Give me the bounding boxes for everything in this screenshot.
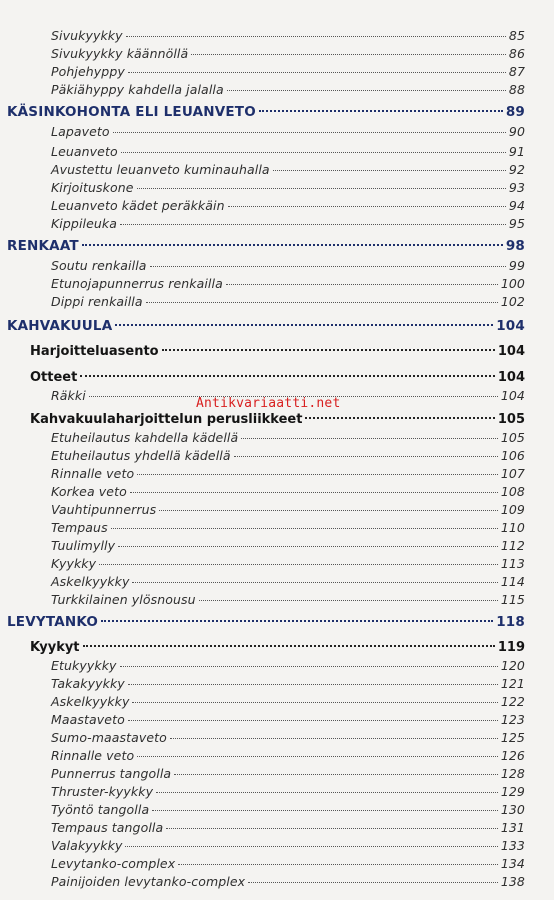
toc-page-number: 119 <box>497 640 525 655</box>
dot-leader <box>178 864 498 865</box>
toc-page-number: 138 <box>500 874 525 889</box>
toc-entry <box>51 124 525 139</box>
dot-leader <box>146 302 498 303</box>
toc-page-number: 86 <box>508 46 525 61</box>
toc-entry <box>51 46 525 61</box>
toc-page-number: 93 <box>508 180 525 195</box>
toc-entry <box>51 748 525 763</box>
toc-section <box>7 318 525 334</box>
dot-leader <box>121 152 506 153</box>
toc-entry-title: Räkki <box>51 388 86 403</box>
toc-page-number: 120 <box>500 658 525 673</box>
toc-entry <box>51 658 525 673</box>
toc-entry <box>51 838 525 853</box>
toc-entry <box>51 466 525 481</box>
toc-page-number: 131 <box>500 820 525 835</box>
toc-page-number: 126 <box>500 748 525 763</box>
toc-entry <box>51 784 525 799</box>
dot-leader <box>199 600 498 601</box>
dot-leader <box>227 90 506 91</box>
toc-entry-title: Askelkyykky <box>51 574 130 589</box>
toc-entry-title: Etuheilautus kahdella kädellä <box>51 430 239 445</box>
toc-page-number: 108 <box>500 484 525 499</box>
dot-leader <box>159 510 498 511</box>
toc-entry <box>51 766 525 781</box>
toc-page-number: 99 <box>508 258 525 273</box>
toc-entry <box>51 820 525 835</box>
toc-entry-title: Sumo-maastaveto <box>51 730 167 745</box>
toc-page-number: 91 <box>508 144 525 159</box>
toc-page-number: 92 <box>508 162 525 177</box>
dot-leader <box>137 474 498 475</box>
toc-entry-title: Kahvakuulaharjoittelun perusliikkeet <box>30 412 303 427</box>
toc-entry <box>51 694 525 709</box>
toc-entry-title: Dippi renkailla <box>51 294 143 309</box>
toc-page-number: 85 <box>508 28 525 43</box>
toc-entry-title: Sivukyykky <box>51 28 123 43</box>
dot-leader <box>174 774 498 775</box>
toc-entry-title: KÄSINKOHONTA ELI LEUANVETO <box>7 104 256 120</box>
toc-entry <box>51 520 525 535</box>
dot-leader <box>128 720 498 721</box>
toc-entry <box>51 874 525 889</box>
toc-entry-title: Leuanveto <box>51 144 118 159</box>
toc-entry <box>51 144 525 159</box>
toc-subsection <box>30 412 525 427</box>
toc-page-number: 104 <box>500 388 525 403</box>
toc-entry <box>51 856 525 871</box>
dot-leader <box>156 792 498 793</box>
toc-entry-title: Pohjehyppy <box>51 64 125 79</box>
toc-entry <box>51 294 525 309</box>
dot-leader <box>126 36 506 37</box>
toc-entry <box>51 676 525 691</box>
toc-page-number: 98 <box>505 238 525 254</box>
toc-page-number: 105 <box>500 430 525 445</box>
toc-subsection <box>30 640 525 655</box>
toc-entry-title: Korkea veto <box>51 484 127 499</box>
dot-leader <box>120 666 498 667</box>
dot-leader <box>128 684 498 685</box>
toc-entry <box>51 712 525 727</box>
dot-leader <box>80 375 495 377</box>
toc-page-number: 129 <box>500 784 525 799</box>
toc-entry-title: Takakyykky <box>51 676 125 691</box>
toc-page-number: 130 <box>500 802 525 817</box>
toc-page-number: 113 <box>500 556 525 571</box>
toc-page-number: 110 <box>500 520 525 535</box>
toc-page-number: 121 <box>500 676 525 691</box>
toc-entry-title: LEVYTANKO <box>7 614 99 630</box>
dot-leader <box>99 564 498 565</box>
dot-leader <box>120 224 506 225</box>
toc-page-number: 114 <box>500 574 525 589</box>
toc-entry-title: Tempaus <box>51 520 108 535</box>
toc-page-number: 109 <box>500 502 525 517</box>
toc-entry-title: Harjoitteluasento <box>30 344 159 359</box>
dot-leader <box>101 620 493 622</box>
toc-subsection <box>30 344 525 359</box>
dot-leader <box>162 349 495 351</box>
toc-page-number: 118 <box>496 614 525 630</box>
toc-subsection <box>30 370 525 385</box>
dot-leader <box>150 266 506 267</box>
toc-page-number: 89 <box>505 104 525 120</box>
dot-leader <box>166 828 498 829</box>
toc-entry-title: Kyykyt <box>30 640 80 655</box>
toc-page-number: 133 <box>500 838 525 853</box>
toc-entry <box>51 802 525 817</box>
toc-entry-title: KAHVAKUULA <box>7 318 113 334</box>
toc-page-number: 105 <box>497 412 525 427</box>
toc-entry-title: Avustettu leuanveto kuminauhalla <box>51 162 270 177</box>
toc-entry <box>51 198 525 213</box>
toc-entry-title: Kirjoituskone <box>51 180 134 195</box>
toc-entry-title: Työntö tangolla <box>51 802 150 817</box>
toc-entry <box>51 162 525 177</box>
toc-entry-title: Valakyykky <box>51 838 123 853</box>
dot-leader <box>132 702 497 703</box>
toc-page-number: 134 <box>500 856 525 871</box>
dot-leader <box>115 324 493 326</box>
toc-entry-title: Tuulimylly <box>51 538 116 553</box>
toc-page-number: 88 <box>508 82 525 97</box>
toc-entry <box>51 538 525 553</box>
dot-leader <box>113 132 506 133</box>
toc-entry <box>51 28 525 43</box>
toc-entry <box>51 258 525 273</box>
toc-entry <box>51 64 525 79</box>
dot-leader <box>83 645 495 647</box>
dot-leader <box>273 170 506 171</box>
toc-entry-title: Vauhtipunnerrus <box>51 502 157 517</box>
dot-leader <box>118 546 498 547</box>
toc-entry <box>51 592 525 607</box>
watermark: Antikvariaatti.net <box>196 396 341 411</box>
toc-page-number: 123 <box>500 712 525 727</box>
toc-entry-title: Leuanveto kädet peräkkäin <box>51 198 225 213</box>
dot-leader <box>128 72 506 73</box>
toc-entry <box>51 430 525 445</box>
dot-leader <box>137 188 506 189</box>
toc-entry-title: Soutu renkailla <box>51 258 147 273</box>
dot-leader <box>248 882 498 883</box>
toc-page-number: 94 <box>508 198 525 213</box>
dot-leader <box>137 756 498 757</box>
toc-entry-title: Askelkyykky <box>51 694 130 709</box>
toc-entry-title: Lapaveto <box>51 124 110 139</box>
toc-entry <box>51 556 525 571</box>
toc-page-number: 125 <box>500 730 525 745</box>
dot-leader <box>125 846 497 847</box>
toc-page-number: 115 <box>500 592 525 607</box>
toc-entry <box>51 502 525 517</box>
toc-page-number: 90 <box>508 124 525 139</box>
toc-entry <box>51 448 525 463</box>
toc-entry-title: Punnerrus tangolla <box>51 766 172 781</box>
toc-entry <box>51 730 525 745</box>
toc-page-number: 104 <box>497 370 525 385</box>
toc-entry-title: Kyykky <box>51 556 97 571</box>
dot-leader <box>130 492 498 493</box>
toc-entry-title: Levytanko-complex <box>51 856 176 871</box>
toc-page-number: 112 <box>500 538 525 553</box>
toc-page-number: 106 <box>500 448 525 463</box>
dot-leader <box>228 206 506 207</box>
dot-leader <box>305 417 494 419</box>
toc-page-number: 102 <box>500 294 525 309</box>
toc-entry <box>51 82 525 97</box>
toc-entry-title: Etuheilautus yhdellä kädellä <box>51 448 231 463</box>
toc-entry <box>51 180 525 195</box>
dot-leader <box>241 438 498 439</box>
dot-leader <box>152 810 498 811</box>
toc-page-number: 128 <box>500 766 525 781</box>
dot-leader <box>170 738 498 739</box>
toc-entry-title: Etunojapunnerrus renkailla <box>51 276 223 291</box>
toc-entry-title: Rinnalle veto <box>51 466 135 481</box>
toc-section <box>7 104 525 120</box>
dot-leader <box>82 244 503 246</box>
dot-leader <box>234 456 498 457</box>
toc-entry-title: Thruster-kyykky <box>51 784 154 799</box>
toc-entry-title: Tempaus tangolla <box>51 820 164 835</box>
toc-page-number: 122 <box>500 694 525 709</box>
toc-entry <box>51 276 525 291</box>
toc-page-number: 100 <box>500 276 525 291</box>
toc-entry-title: Maastaveto <box>51 712 125 727</box>
toc-entry-title: Päkiähyppy kahdella jalalla <box>51 82 224 97</box>
toc-entry-title: RENKAAT <box>7 238 79 254</box>
toc-page-number: 107 <box>500 466 525 481</box>
dot-leader <box>111 528 498 529</box>
toc-entry <box>51 484 525 499</box>
toc-entry-title: Etukyykky <box>51 658 117 673</box>
toc-entry-title: Otteet <box>30 370 78 385</box>
toc-page-number: 95 <box>508 216 525 231</box>
dot-leader <box>191 54 506 55</box>
toc-entry-title: Rinnalle veto <box>51 748 135 763</box>
dot-leader <box>132 582 497 583</box>
dot-leader <box>226 284 498 285</box>
toc-entry-title: Turkkilainen ylösnousu <box>51 592 196 607</box>
toc-entry-title: Painijoiden levytanko-complex <box>51 874 246 889</box>
toc-section <box>7 238 525 254</box>
toc-entry <box>51 216 525 231</box>
toc-page-number: 87 <box>508 64 525 79</box>
toc-page-number: 104 <box>496 318 525 334</box>
toc-page-number: 104 <box>497 344 525 359</box>
toc-entry <box>51 574 525 589</box>
toc-section <box>7 614 525 630</box>
toc-entry-title: Sivukyykky käännöllä <box>51 46 189 61</box>
toc-entry-title: Kippileuka <box>51 216 117 231</box>
dot-leader <box>259 110 503 112</box>
